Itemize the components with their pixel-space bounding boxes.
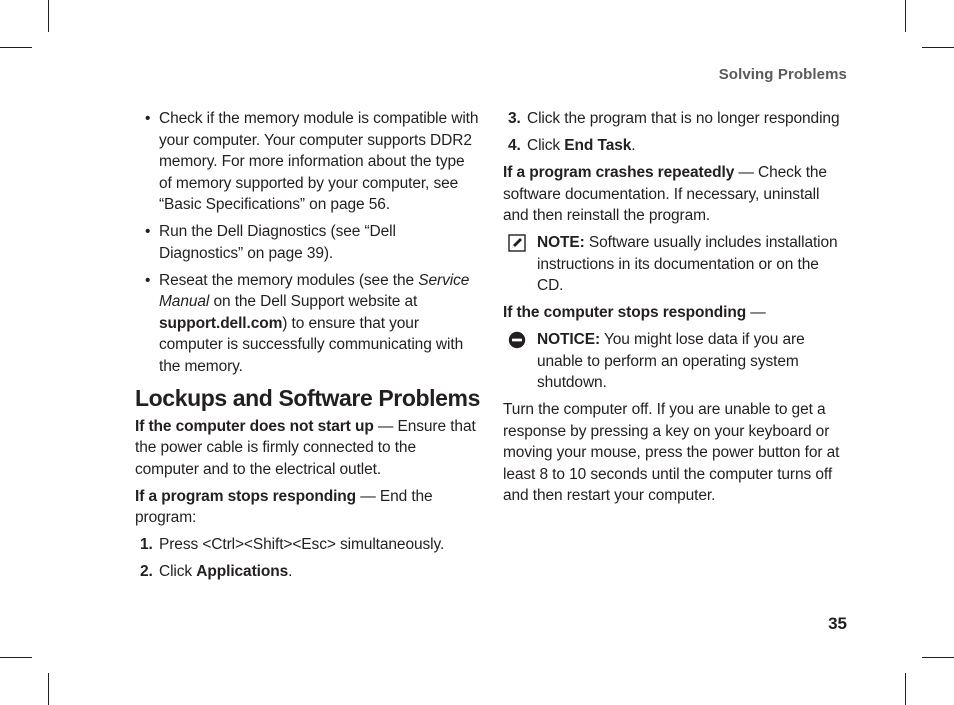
step-number: 1.	[140, 536, 153, 553]
step-item	[503, 108, 847, 130]
right-column	[503, 108, 847, 512]
crop-mark	[905, 673, 906, 705]
bullet-mark: •	[145, 271, 151, 289]
notice-icon	[508, 331, 526, 349]
list-item	[135, 270, 481, 378]
notice-callout	[503, 329, 847, 394]
paragraph-text: — End the program:	[135, 487, 433, 526]
step-text: Click	[159, 563, 197, 580]
paragraph	[503, 162, 847, 227]
paragraph-lead: If the computer does not start up	[135, 417, 374, 435]
step-number: 4.	[508, 137, 521, 154]
step-item	[503, 135, 847, 157]
note-pencil-icon	[508, 234, 526, 252]
notice-label: NOTICE:	[537, 331, 601, 348]
crop-mark	[905, 0, 906, 32]
step-text: .	[288, 563, 293, 580]
section-heading: Lockups and Software Problems	[135, 384, 480, 411]
support-link[interactable]: support.dell.com	[159, 314, 283, 332]
crop-mark	[48, 0, 49, 32]
step-item	[135, 561, 481, 583]
bullet-text: Reseat the memory modules (see the	[159, 271, 419, 289]
notice-text: You might lose data if you are unable to perform an operating system shutdown.	[537, 331, 805, 391]
paragraph-lead: If a program crashes repeatedly	[503, 164, 735, 181]
bullet-text: on the Dell Support website at	[209, 293, 418, 310]
bullet-mark: •	[145, 110, 151, 127]
paragraph: Turn the computer off. If you are unable to get a response by pressing a key on your keyboard or moving your mouse, press the power button for at least 8 to 10 seconds until the computer turns off and then restart your computer.	[503, 401, 840, 504]
paragraph-lead: If the computer stops responding	[503, 304, 747, 321]
note-text: Software usually includes installation instructions in its documentation or on the CD.	[537, 234, 838, 294]
paragraph	[135, 486, 481, 529]
bullet-mark: •	[145, 223, 151, 240]
bullet-text: ) to ensure that your computer is successfully communicating with the memory.	[159, 314, 464, 375]
page-number: 35	[828, 614, 847, 633]
crop-mark	[0, 47, 32, 48]
crop-mark	[48, 673, 49, 705]
list-item	[135, 108, 481, 216]
crop-mark	[0, 657, 32, 658]
paragraph	[135, 416, 481, 481]
bullet-text: Run the Dell Diagnostics (see “Dell Diagnostics” on page 39).	[159, 223, 396, 262]
step-text: Click	[527, 137, 565, 154]
note-callout	[503, 232, 847, 297]
manual-title: Service Manual	[159, 271, 470, 310]
step-text: Click the program that is no longer responding	[527, 110, 840, 127]
paragraph-lead: If a program stops responding	[135, 487, 357, 505]
step-item	[135, 534, 481, 556]
step-number: 3.	[508, 110, 521, 127]
menu-ref: Applications	[196, 563, 289, 580]
running-header: Solving Problems	[718, 66, 847, 83]
step-number: 2.	[140, 563, 153, 580]
crop-mark	[922, 657, 954, 658]
bullet-text: Check if the memory module is compatible with your computer. Your computer supports DDR2 memory. For more information about the type of memory supported by your computer, see “Basic Specifications” on page 56.	[159, 110, 479, 213]
step-text: Press <Ctrl><Shift><Esc> simultaneously.	[159, 536, 445, 553]
left-column	[135, 108, 481, 588]
paragraph-text: — Check the software documentation. If necessary, uninstall and then reinstall the program.	[503, 164, 827, 224]
crop-mark	[922, 47, 954, 48]
menu-ref: End Task	[564, 137, 632, 154]
list-item	[135, 221, 481, 264]
note-label: NOTE:	[537, 234, 585, 251]
paragraph-text: —	[746, 304, 766, 321]
paragraph	[503, 302, 847, 324]
step-text: .	[631, 137, 636, 154]
paragraph-text: — Ensure that the power cable is firmly connected to the computer and to the electrical outlet.	[135, 417, 476, 478]
